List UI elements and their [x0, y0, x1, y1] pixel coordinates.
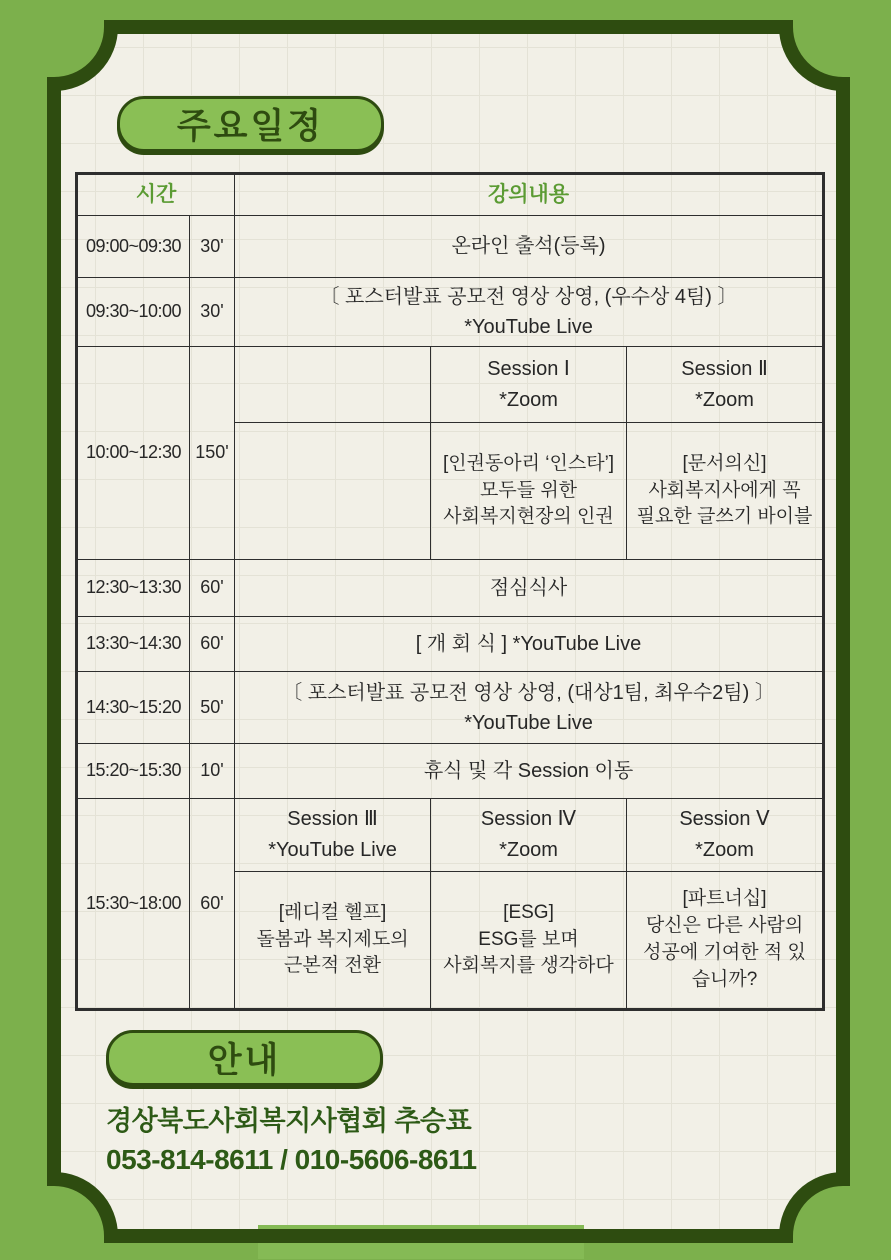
time-cell: 09:00~09:30	[77, 216, 190, 278]
session-line: [파트너십]	[682, 888, 767, 910]
contact-phone: 053-814-8611 / 010-5606-8611	[106, 1144, 477, 1175]
session-line: 필요한 글쓰기 바이블	[636, 506, 813, 528]
duration-cell: 10'	[190, 744, 235, 799]
duration-cell: 60'	[190, 560, 235, 617]
session-content-cell	[627, 872, 824, 1010]
session-content-cell	[627, 423, 824, 560]
table-row	[77, 347, 824, 423]
duration-cell: 30'	[190, 216, 235, 278]
header-content: 강의내용	[235, 174, 824, 216]
session-header-cell	[431, 799, 627, 872]
content-line: 〔 포스터발표 공모전 영상 상영, (우수상 4팀) 〕	[319, 286, 738, 308]
table-row	[77, 216, 824, 278]
content-cell: 점심식사	[235, 560, 824, 617]
time-cell: 13:30~14:30	[77, 617, 190, 672]
table-row	[77, 617, 824, 672]
info-pill	[106, 1030, 383, 1086]
info-pill-label: 안내	[207, 1041, 282, 1080]
time-cell: 09:30~10:00	[77, 278, 190, 347]
session-line: 습니까?	[691, 968, 758, 990]
session-line: 당신은 다른 사람의	[645, 915, 804, 937]
session-header-cell	[431, 347, 627, 423]
duration-cell: 150'	[190, 347, 235, 560]
page-title: 주요일정	[176, 107, 325, 146]
session-line: [ESG]	[503, 901, 554, 923]
table-row	[77, 799, 824, 872]
empty-cell	[235, 423, 431, 560]
session-content-cell	[431, 872, 627, 1010]
content-cell: [ 개 회 식 ] *YouTube Live	[235, 617, 824, 672]
session-name: Session Ⅴ	[679, 808, 770, 830]
contact-organization: 경상북도사회복지사협회 추승표	[106, 1106, 472, 1136]
session-platform: *YouTube Live	[268, 839, 397, 861]
content-line: *YouTube Live	[464, 316, 593, 338]
session-name: Session Ⅰ	[487, 357, 570, 380]
table-row	[77, 278, 824, 347]
time-cell: 12:30~13:30	[77, 560, 190, 617]
duration-cell: 50'	[190, 672, 235, 744]
session-platform: *Zoom	[695, 839, 754, 861]
session-platform: *Zoom	[499, 839, 558, 861]
schedule-table	[75, 172, 825, 1011]
session-content-cell	[235, 872, 431, 1010]
session-line: 근본적 전환	[283, 955, 382, 977]
session-line: 모두들 위한	[479, 479, 578, 501]
time-cell: 15:30~18:00	[77, 799, 190, 1010]
empty-cell	[235, 347, 431, 423]
session-line: [문서의신]	[682, 452, 767, 474]
time-cell: 15:20~15:30	[77, 744, 190, 799]
session-line: [인권동아리 ‘인스타’]	[442, 452, 615, 474]
session-line: 사회복지를 생각하다	[443, 955, 614, 977]
duration-cell: 60'	[190, 799, 235, 1010]
session-header-cell	[627, 799, 824, 872]
content-cell	[235, 672, 824, 744]
session-line: 성공에 기여한 적 있	[643, 942, 806, 963]
session-name: Session Ⅳ	[480, 808, 577, 830]
session-line: 사회복지현장의 인권	[443, 506, 614, 528]
content-line: 〔 포스터발표 공모전 영상 상영, (대상1팀, 최우수2팀) 〕	[282, 681, 775, 704]
duration-cell: 60'	[190, 617, 235, 672]
session-line: [레디컬 헬프]	[278, 901, 387, 923]
title-pill	[117, 96, 384, 152]
duration-cell: 30'	[190, 278, 235, 347]
content-line: *YouTube Live	[464, 711, 593, 734]
session-header-cell	[627, 347, 824, 423]
session-line: 사회복지사에게 꼭	[648, 479, 801, 501]
table-row	[77, 672, 824, 744]
session-content-cell	[431, 423, 627, 560]
session-platform: *Zoom	[499, 388, 558, 411]
session-header-cell	[235, 799, 431, 872]
header-time: 시간	[77, 174, 235, 216]
table-row	[77, 744, 824, 799]
table-row	[77, 560, 824, 617]
session-name: Session Ⅱ	[681, 357, 768, 380]
table-header-row	[77, 174, 824, 216]
content-cell: 휴식 및 각 Session 이동	[235, 744, 824, 799]
time-cell: 14:30~15:20	[77, 672, 190, 744]
session-platform: *Zoom	[695, 388, 754, 411]
session-line: ESG를 보며	[478, 928, 579, 950]
content-cell	[235, 278, 824, 347]
session-line: 돌봄과 복지제도의	[256, 928, 409, 950]
session-name: Session Ⅲ	[287, 808, 378, 830]
content-cell: 온라인 출석(등록)	[235, 216, 824, 278]
time-cell: 10:00~12:30	[77, 347, 190, 560]
